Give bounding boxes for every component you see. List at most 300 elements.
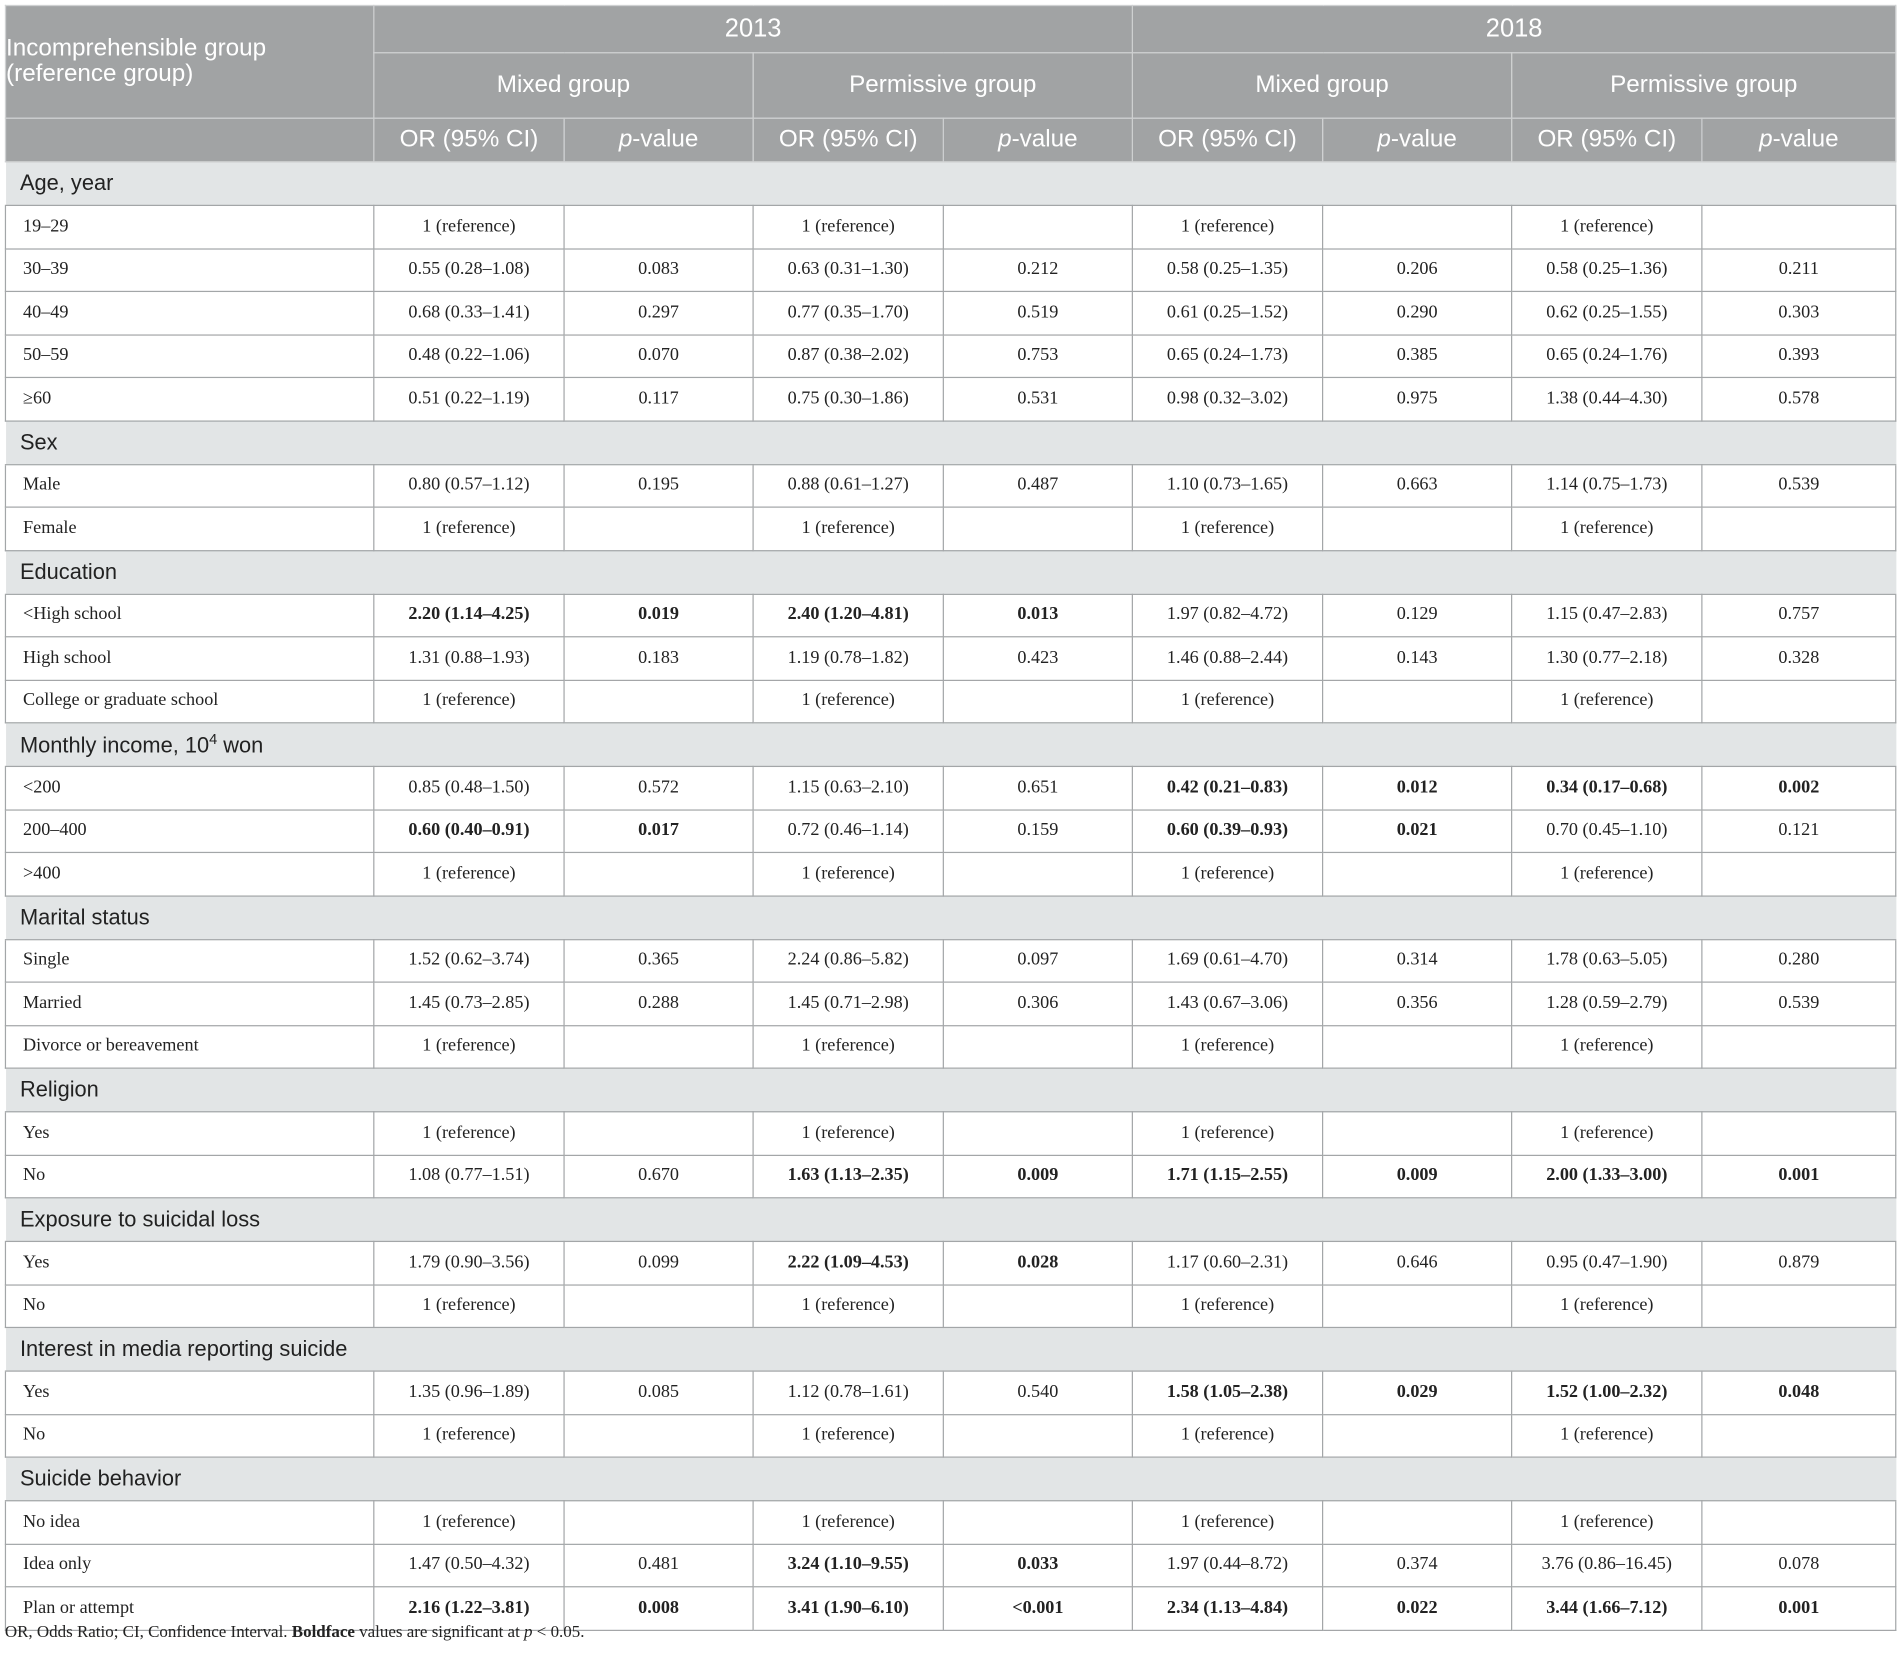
or-ci-cell: 3.76 (0.86–16.45) <box>1512 1544 1702 1587</box>
odds-ratio-table <box>5 5 1897 1631</box>
or-ci-cell: 0.58 (0.25–1.36) <box>1512 248 1702 291</box>
table-body <box>5 162 1895 1630</box>
or-ci-cell: 2.24 (0.86–5.82) <box>753 939 943 982</box>
or-ci-cell: 0.87 (0.38–2.02) <box>753 334 943 377</box>
or-ci-cell: 3.24 (1.10–9.55) <box>753 1544 943 1587</box>
p-value-cell: 0.280 <box>1702 939 1896 982</box>
or-ci-cell: 1.43 (0.67–3.06) <box>1132 982 1322 1025</box>
or-ci-cell: 1 (reference) <box>374 507 564 550</box>
or-ci-cell: 1.47 (0.50–4.32) <box>374 1544 564 1587</box>
or-ci-cell: 0.85 (0.48–1.50) <box>374 766 564 809</box>
p-value-cell: 0.578 <box>1702 377 1896 420</box>
p-value-cell: 0.195 <box>564 464 753 507</box>
table-row <box>5 809 1895 852</box>
p-value-cell <box>1702 680 1896 723</box>
p-value-cell: 0.009 <box>943 1155 1132 1198</box>
or-ci-cell: 1 (reference) <box>753 680 943 723</box>
p-value-cell: 0.099 <box>564 1241 753 1284</box>
section-title-superscript: 4 <box>209 730 218 748</box>
or-ci-cell: 1 (reference) <box>753 1414 943 1457</box>
or-ci-cell: 1 (reference) <box>374 852 564 895</box>
table-row <box>5 334 1895 377</box>
footnote-middle: values are significant at <box>354 1623 525 1642</box>
row-label: 200–400 <box>5 809 373 852</box>
row-label: <200 <box>5 766 373 809</box>
row-label: No <box>5 1414 373 1457</box>
p-value-cell: 0.070 <box>564 334 753 377</box>
or-ci-cell: 2.20 (1.14–4.25) <box>374 594 564 637</box>
row-label: Divorce or bereavement <box>5 1025 373 1068</box>
p-value-cell: 0.481 <box>564 1544 753 1587</box>
or-ci-cell: 1 (reference) <box>1512 1025 1702 1068</box>
p-value-cell <box>1323 1501 1512 1544</box>
or-ci-cell: 1 (reference) <box>1132 1025 1322 1068</box>
table-row <box>5 1371 1895 1414</box>
row-label: Yes <box>5 1241 373 1284</box>
section-row <box>5 550 1895 594</box>
table-row <box>5 939 1895 982</box>
p-value-cell <box>564 1501 753 1544</box>
row-label: No <box>5 1155 373 1198</box>
or-ci-cell: 0.88 (0.61–1.27) <box>753 464 943 507</box>
or-ci-cell: 1.52 (1.00–2.32) <box>1512 1371 1702 1414</box>
or-ci-cell: 1 (reference) <box>753 1501 943 1544</box>
table-row <box>5 1155 1895 1198</box>
year-header-2013: 2013 <box>374 5 1133 52</box>
p-value-cell <box>564 852 753 895</box>
p-value-cell: 0.288 <box>564 982 753 1025</box>
section-title <box>5 550 1895 594</box>
p-value-cell <box>1323 507 1512 550</box>
table-row <box>5 637 1895 680</box>
or-ci-cell: 0.65 (0.24–1.76) <box>1512 334 1702 377</box>
or-ci-cell: 1 (reference) <box>753 507 943 550</box>
p-value-cell <box>564 205 753 248</box>
or-ci-cell: 0.58 (0.25–1.35) <box>1132 248 1322 291</box>
row-label: Plan or attempt <box>5 1587 373 1630</box>
p-value-cell: 0.975 <box>1323 377 1512 420</box>
row-label: 19–29 <box>5 205 373 248</box>
table-row <box>5 1501 1895 1544</box>
row-label: 40–49 <box>5 291 373 334</box>
p-value-cell <box>1702 1284 1896 1327</box>
p-value-cell: 0.033 <box>943 1544 1132 1587</box>
row-label: Yes <box>5 1112 373 1155</box>
or-ci-cell: 0.62 (0.25–1.55) <box>1512 291 1702 334</box>
p-value-cell: 0.757 <box>1702 594 1896 637</box>
or-ci-cell: 0.68 (0.33–1.41) <box>374 291 564 334</box>
section-row <box>5 1198 1895 1242</box>
p-value-cell: 0.001 <box>1702 1155 1896 1198</box>
section-title-text: Sex <box>19 429 58 454</box>
p-value-cell <box>943 680 1132 723</box>
footnote-prefix: OR, Odds Ratio; CI, Confidence Interval. <box>4 1623 292 1642</box>
or-ci-cell: 1 (reference) <box>374 205 564 248</box>
p-value-cell: 0.117 <box>564 377 753 420</box>
p-value-cell <box>1323 1025 1512 1068</box>
p-value-cell <box>564 1284 753 1327</box>
p-value-cell <box>1702 507 1896 550</box>
row-label: 50–59 <box>5 334 373 377</box>
section-row <box>5 723 1895 767</box>
p-value-cell: 0.297 <box>564 291 753 334</box>
or-ci-cell: 1 (reference) <box>753 205 943 248</box>
table-row <box>5 1414 1895 1457</box>
or-ci-cell: 1 (reference) <box>1512 1501 1702 1544</box>
table-row <box>5 507 1895 550</box>
or-ci-header: OR (95% CI) <box>1132 118 1322 162</box>
section-title <box>5 162 1895 206</box>
or-ci-cell: 1.15 (0.47–2.83) <box>1512 594 1702 637</box>
or-ci-cell: 1.97 (0.44–8.72) <box>1132 1544 1322 1587</box>
p-value-cell: 0.121 <box>1702 809 1896 852</box>
section-title-suffix: won <box>217 733 264 758</box>
or-ci-cell: 0.42 (0.21–0.83) <box>1132 766 1322 809</box>
or-ci-cell: 0.60 (0.40–0.91) <box>374 809 564 852</box>
row-label: No idea <box>5 1501 373 1544</box>
p-value-cell: 0.540 <box>943 1371 1132 1414</box>
or-ci-cell: 1 (reference) <box>1512 205 1702 248</box>
or-ci-cell: 1.78 (0.63–5.05) <box>1512 939 1702 982</box>
or-ci-cell: 1.97 (0.82–4.72) <box>1132 594 1322 637</box>
p-value-cell: 0.212 <box>943 248 1132 291</box>
or-ci-cell: 1 (reference) <box>753 1025 943 1068</box>
table-row <box>5 205 1895 248</box>
or-ci-cell: 0.77 (0.35–1.70) <box>753 291 943 334</box>
or-ci-cell: 0.48 (0.22–1.06) <box>374 334 564 377</box>
p-value-cell <box>1702 1112 1896 1155</box>
metric-header-blank <box>5 118 373 162</box>
p-value-header <box>564 118 753 162</box>
section-title <box>5 1068 1895 1112</box>
or-ci-cell: 1 (reference) <box>753 852 943 895</box>
p-value-cell: 0.009 <box>1323 1155 1512 1198</box>
or-ci-cell: 1.45 (0.71–2.98) <box>753 982 943 1025</box>
table-row <box>5 291 1895 334</box>
p-value-cell <box>1702 1414 1896 1457</box>
p-value-cell: 0.487 <box>943 464 1132 507</box>
p-value-cell: 0.519 <box>943 291 1132 334</box>
row-label: Married <box>5 982 373 1025</box>
p-value-cell: 0.078 <box>1702 1544 1896 1587</box>
or-ci-cell: 1 (reference) <box>1132 1414 1322 1457</box>
p-value-cell: 0.385 <box>1323 334 1512 377</box>
section-row <box>5 1068 1895 1112</box>
or-ci-cell: 1.79 (0.90–3.56) <box>374 1241 564 1284</box>
table-row <box>5 248 1895 291</box>
or-ci-cell: 1.15 (0.63–2.10) <box>753 766 943 809</box>
p-value-cell: 0.002 <box>1702 766 1896 809</box>
section-row <box>5 1327 1895 1371</box>
p-value-header-p: p <box>1377 126 1391 153</box>
or-ci-cell: 1.63 (1.13–2.35) <box>753 1155 943 1198</box>
or-ci-cell: 1 (reference) <box>1132 1284 1322 1327</box>
section-title-text: Exposure to suicidal loss <box>19 1206 261 1232</box>
p-value-header-suffix: -value <box>1390 126 1457 153</box>
or-ci-cell: 1 (reference) <box>374 1112 564 1155</box>
table-row <box>5 594 1895 637</box>
or-ci-cell: 1 (reference) <box>1512 1284 1702 1327</box>
p-value-cell <box>564 507 753 550</box>
or-ci-cell: 0.63 (0.31–1.30) <box>753 248 943 291</box>
section-title <box>5 1198 1895 1242</box>
group-header-2013-mixed: Mixed group <box>374 53 753 118</box>
p-value-cell: 0.328 <box>1702 637 1896 680</box>
or-ci-cell: 2.22 (1.09–4.53) <box>753 1241 943 1284</box>
or-ci-cell: 1 (reference) <box>1132 205 1322 248</box>
p-value-cell <box>943 852 1132 895</box>
or-ci-cell: 0.51 (0.22–1.19) <box>374 377 564 420</box>
or-ci-cell: 1 (reference) <box>374 1284 564 1327</box>
p-value-header <box>943 118 1132 162</box>
or-ci-cell: 1.58 (1.05–2.38) <box>1132 1371 1322 1414</box>
or-ci-header: OR (95% CI) <box>374 118 564 162</box>
or-ci-cell: 1.12 (0.78–1.61) <box>753 1371 943 1414</box>
p-value-cell: 0.159 <box>943 809 1132 852</box>
p-value-cell <box>1323 1414 1512 1457</box>
row-label: No <box>5 1284 373 1327</box>
section-title <box>5 723 1895 767</box>
or-ci-cell: 1.69 (0.61–4.70) <box>1132 939 1322 982</box>
table-row <box>5 1241 1895 1284</box>
section-title <box>5 420 1895 464</box>
row-label: 30–39 <box>5 248 373 291</box>
section-row <box>5 162 1895 206</box>
p-value-header-suffix: -value <box>632 126 699 153</box>
section-row <box>5 1457 1895 1501</box>
section-title-text: Education <box>19 559 118 584</box>
p-value-cell: 0.008 <box>564 1587 753 1630</box>
p-value-cell: 0.306 <box>943 982 1132 1025</box>
or-ci-cell: 1.31 (0.88–1.93) <box>374 637 564 680</box>
p-value-cell: 0.017 <box>564 809 753 852</box>
or-ci-cell: 1 (reference) <box>1512 1414 1702 1457</box>
or-ci-cell: 3.44 (1.66–7.12) <box>1512 1587 1702 1630</box>
row-label: College or graduate school <box>5 680 373 723</box>
or-ci-cell: 1 (reference) <box>1132 1501 1322 1544</box>
p-value-header-suffix: -value <box>1011 126 1078 153</box>
table-row <box>5 1544 1895 1587</box>
p-value-cell <box>564 680 753 723</box>
or-ci-cell: 1 (reference) <box>1132 852 1322 895</box>
or-ci-cell: 0.60 (0.39–0.93) <box>1132 809 1322 852</box>
p-value-cell <box>1702 205 1896 248</box>
p-value-cell <box>1702 1501 1896 1544</box>
or-ci-cell: 3.41 (1.90–6.10) <box>753 1587 943 1630</box>
or-ci-cell: 1 (reference) <box>374 680 564 723</box>
or-ci-cell: 1.71 (1.15–2.55) <box>1132 1155 1322 1198</box>
p-value-cell <box>943 1501 1132 1544</box>
p-value-cell <box>564 1112 753 1155</box>
or-ci-cell: 1 (reference) <box>1512 680 1702 723</box>
p-value-header <box>1323 118 1512 162</box>
p-value-cell: 0.531 <box>943 377 1132 420</box>
or-ci-cell: 0.72 (0.46–1.14) <box>753 809 943 852</box>
p-value-cell <box>943 1284 1132 1327</box>
section-title-text: Monthly income, 10 <box>19 733 210 758</box>
p-value-header-suffix: -value <box>1772 126 1839 153</box>
or-ci-cell: 1 (reference) <box>1132 1112 1322 1155</box>
or-ci-cell: 0.70 (0.45–1.10) <box>1512 809 1702 852</box>
or-ci-cell: 1 (reference) <box>1512 852 1702 895</box>
or-ci-cell: 1 (reference) <box>1132 680 1322 723</box>
p-value-cell: 0.753 <box>943 334 1132 377</box>
table-row <box>5 1284 1895 1327</box>
group-header-2018-mixed: Mixed group <box>1132 53 1511 118</box>
table-row <box>5 377 1895 420</box>
p-value-cell: 0.365 <box>564 939 753 982</box>
or-ci-cell: 0.65 (0.24–1.73) <box>1132 334 1322 377</box>
p-value-cell <box>1702 1025 1896 1068</box>
p-value-cell <box>564 1025 753 1068</box>
or-ci-cell: 1.52 (0.62–3.74) <box>374 939 564 982</box>
p-value-cell: 0.393 <box>1702 334 1896 377</box>
reference-group-header: Incomprehensible group (reference group) <box>5 5 373 118</box>
row-label: Idea only <box>5 1544 373 1587</box>
p-value-cell: 0.879 <box>1702 1241 1896 1284</box>
table-row <box>5 982 1895 1025</box>
metric-header-row <box>5 118 1895 162</box>
section-title <box>5 1457 1895 1501</box>
or-ci-cell: 1 (reference) <box>753 1112 943 1155</box>
p-value-cell: 0.001 <box>1702 1587 1896 1630</box>
p-value-cell: 0.097 <box>943 939 1132 982</box>
or-ci-cell: 0.80 (0.57–1.12) <box>374 464 564 507</box>
p-value-header-p: p <box>618 126 633 153</box>
row-label: Male <box>5 464 373 507</box>
p-value-header-p: p <box>1759 126 1773 153</box>
p-value-cell: 0.670 <box>564 1155 753 1198</box>
table-row <box>5 1025 1895 1068</box>
table-row <box>5 680 1895 723</box>
or-ci-cell: 1.08 (0.77–1.51) <box>374 1155 564 1198</box>
or-ci-cell: 1 (reference) <box>1512 507 1702 550</box>
section-title <box>5 895 1895 939</box>
p-value-cell <box>1702 852 1896 895</box>
section-title-text: Suicide behavior <box>19 1466 182 1491</box>
p-value-cell: 0.012 <box>1323 766 1512 809</box>
p-value-cell <box>564 1414 753 1457</box>
p-value-cell: 0.183 <box>564 637 753 680</box>
or-ci-cell: 0.34 (0.17–0.68) <box>1512 766 1702 809</box>
section-title <box>5 1327 1895 1371</box>
or-ci-cell: 1 (reference) <box>753 1284 943 1327</box>
or-ci-cell: 0.61 (0.25–1.52) <box>1132 291 1322 334</box>
p-value-cell: <0.001 <box>943 1587 1132 1630</box>
p-value-cell: 0.651 <box>943 766 1132 809</box>
p-value-cell <box>1323 852 1512 895</box>
or-ci-header: OR (95% CI) <box>1512 118 1702 162</box>
group-header-2018-permissive: Permissive group <box>1512 53 1896 118</box>
row-label: <High school <box>5 594 373 637</box>
p-value-cell: 0.303 <box>1702 291 1896 334</box>
p-value-cell: 0.211 <box>1702 248 1896 291</box>
or-ci-cell: 1.38 (0.44–4.30) <box>1512 377 1702 420</box>
footnote-suffix: < 0.05. <box>532 1623 585 1642</box>
table-row <box>5 1112 1895 1155</box>
or-ci-cell: 1.46 (0.88–2.44) <box>1132 637 1322 680</box>
group-header-2013-permissive: Permissive group <box>753 53 1132 118</box>
p-value-header-p: p <box>998 126 1012 153</box>
or-ci-cell: 0.55 (0.28–1.08) <box>374 248 564 291</box>
footnote-boldface: Boldface <box>291 1623 355 1642</box>
table-row <box>5 852 1895 895</box>
or-ci-cell: 1 (reference) <box>1512 1112 1702 1155</box>
or-ci-cell: 1 (reference) <box>374 1025 564 1068</box>
row-label: ≥60 <box>5 377 373 420</box>
or-ci-cell: 0.75 (0.30–1.86) <box>753 377 943 420</box>
p-value-cell: 0.539 <box>1702 464 1896 507</box>
or-ci-cell: 1.14 (0.75–1.73) <box>1512 464 1702 507</box>
row-label: High school <box>5 637 373 680</box>
or-ci-cell: 1 (reference) <box>1132 507 1322 550</box>
p-value-cell: 0.314 <box>1323 939 1512 982</box>
p-value-cell: 0.019 <box>564 594 753 637</box>
p-value-cell: 0.206 <box>1323 248 1512 291</box>
or-ci-header: OR (95% CI) <box>753 118 943 162</box>
p-value-cell <box>943 205 1132 248</box>
p-value-cell <box>1323 205 1512 248</box>
p-value-cell: 0.129 <box>1323 594 1512 637</box>
p-value-cell <box>943 1025 1132 1068</box>
p-value-cell: 0.539 <box>1702 982 1896 1025</box>
p-value-cell: 0.356 <box>1323 982 1512 1025</box>
row-label: >400 <box>5 852 373 895</box>
p-value-cell: 0.028 <box>943 1241 1132 1284</box>
p-value-cell: 0.290 <box>1323 291 1512 334</box>
section-title-text: Religion <box>19 1077 99 1102</box>
or-ci-cell: 0.95 (0.47–1.90) <box>1512 1241 1702 1284</box>
section-row <box>5 895 1895 939</box>
row-label: Single <box>5 939 373 982</box>
p-value-cell: 0.646 <box>1323 1241 1512 1284</box>
p-value-cell: 0.423 <box>943 637 1132 680</box>
p-value-cell: 0.013 <box>943 594 1132 637</box>
or-ci-cell: 1 (reference) <box>374 1501 564 1544</box>
or-ci-cell: 1.28 (0.59–2.79) <box>1512 982 1702 1025</box>
p-value-cell: 0.021 <box>1323 809 1512 852</box>
or-ci-cell: 1.30 (0.77–2.18) <box>1512 637 1702 680</box>
year-header-2018: 2018 <box>1132 5 1895 52</box>
or-ci-cell: 1.17 (0.60–2.31) <box>1132 1241 1322 1284</box>
or-ci-cell: 2.00 (1.33–3.00) <box>1512 1155 1702 1198</box>
section-row <box>5 420 1895 464</box>
p-value-cell: 0.663 <box>1323 464 1512 507</box>
or-ci-cell: 0.98 (0.32–3.02) <box>1132 377 1322 420</box>
p-value-cell: 0.029 <box>1323 1371 1512 1414</box>
p-value-cell <box>1323 1284 1512 1327</box>
footnote-p: p <box>524 1623 533 1642</box>
p-value-cell: 0.572 <box>564 766 753 809</box>
or-ci-cell: 1 (reference) <box>374 1414 564 1457</box>
row-label: Female <box>5 507 373 550</box>
p-value-cell: 0.083 <box>564 248 753 291</box>
p-value-cell <box>943 1112 1132 1155</box>
or-ci-cell: 1.45 (0.73–2.85) <box>374 982 564 1025</box>
p-value-header <box>1702 118 1896 162</box>
section-title-text: Age, year <box>19 170 114 196</box>
or-ci-cell: 1.35 (0.96–1.89) <box>374 1371 564 1414</box>
p-value-cell: 0.022 <box>1323 1587 1512 1630</box>
p-value-cell: 0.374 <box>1323 1544 1512 1587</box>
p-value-cell: 0.143 <box>1323 637 1512 680</box>
p-value-cell <box>943 507 1132 550</box>
p-value-cell <box>1323 1112 1512 1155</box>
table-row <box>5 464 1895 507</box>
table-footnote <box>5 1624 585 1643</box>
or-ci-cell: 2.40 (1.20–4.81) <box>753 594 943 637</box>
or-ci-cell: 2.34 (1.13–4.84) <box>1132 1587 1322 1630</box>
